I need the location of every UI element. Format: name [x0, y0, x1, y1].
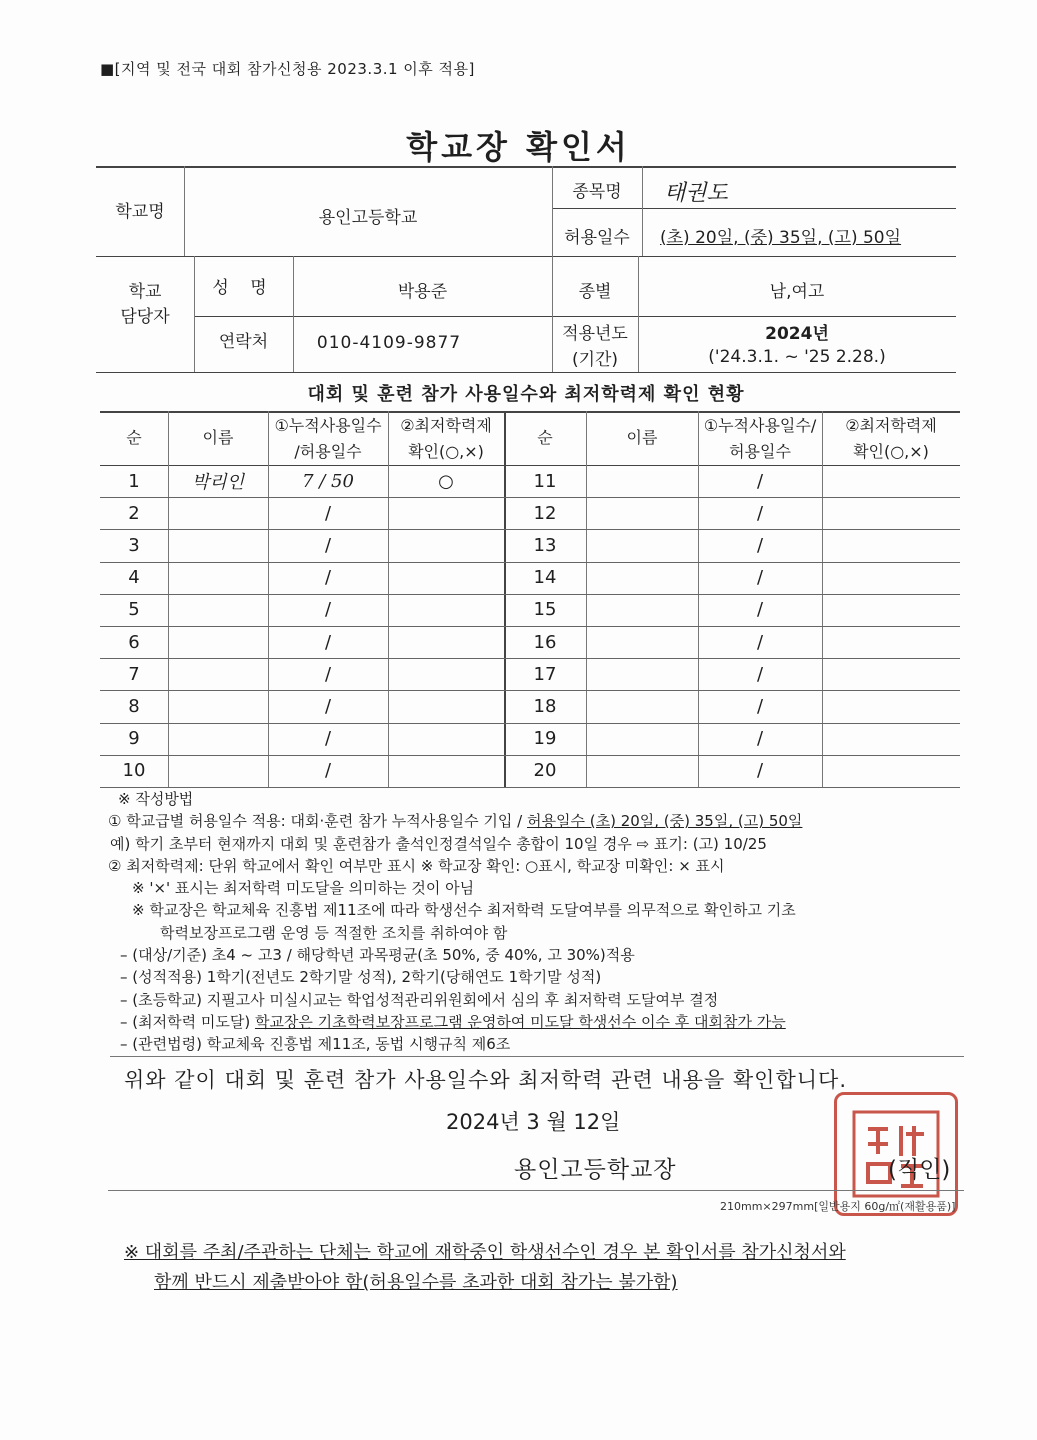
- roster-no-cell: 3: [128, 534, 140, 556]
- roster-name-cell: [586, 465, 698, 497]
- paper-spec: 210mm×297mm[일반용지 60g/㎡(재활용품)]: [720, 1200, 956, 1213]
- year-label-1: 적용년도: [562, 323, 628, 344]
- roster-days-cell: /: [756, 599, 764, 621]
- col-grade-right-1: ②최저학력제: [845, 415, 937, 435]
- roster-grade-cell: [388, 594, 504, 626]
- roster-no-cell: 2: [128, 502, 140, 524]
- roster-grade-cell: [388, 626, 504, 658]
- roster-name-cell: [168, 562, 268, 594]
- contact-value: 010-4109-9877: [316, 333, 462, 353]
- notes-line: – (관련법령) 학교체육 진흥법 제11조, 동법 시행규칙 제6조: [120, 1035, 511, 1054]
- roster-grade-cell: [388, 658, 504, 690]
- roster-name-cell: [168, 658, 268, 690]
- roster-no-cell: 17: [533, 663, 557, 685]
- roster-days-cell: /: [324, 534, 332, 556]
- roster-days-cell: /: [324, 599, 332, 621]
- document-title: 학교장 확인서: [406, 128, 631, 166]
- roster-grade-cell: ○: [438, 470, 454, 492]
- roster-name-cell: [586, 497, 698, 529]
- name-label: 성 명: [212, 277, 275, 298]
- col-name-left: 이름: [202, 427, 234, 447]
- roster-no-cell: 1: [128, 470, 140, 492]
- manager-label-1: 학교: [128, 281, 162, 302]
- seal-label: (직인): [888, 1157, 951, 1183]
- roster-no-cell: 13: [533, 534, 557, 556]
- roster-grade-cell: [822, 497, 960, 529]
- year-label-2: (기간): [571, 349, 619, 370]
- roster-days-cell: /: [324, 695, 332, 717]
- footer-note: [124, 1238, 846, 1298]
- roster-name-cell: [586, 723, 698, 755]
- roster-no-cell: 4: [128, 567, 140, 589]
- notes-line: – (초등학교) 지필고사 미실시교는 학업성적관리위원회에서 심의 후 최저학력 도달여부 결정: [120, 990, 719, 1009]
- roster-grade-cell: [822, 755, 960, 787]
- roster-grade-cell: [388, 690, 504, 722]
- roster-grade-cell: [822, 562, 960, 594]
- roster-no-cell: 11: [533, 470, 557, 492]
- roster-name-cell: [586, 594, 698, 626]
- roster-no-cell: 8: [128, 695, 140, 717]
- col-no-right: 순: [537, 427, 553, 447]
- notes-line: – (최저학력 미도달) 학교장은 기초학력보장프로그램 운영하여 미도달 학생선수 이수 후 대회참가 가능: [120, 1012, 786, 1031]
- col-days-left-2: /허용일수: [294, 441, 362, 461]
- roster-days-cell: /: [756, 760, 764, 782]
- roster-days-cell: /: [756, 695, 764, 717]
- allowed-days-value: (초) 20일, (중) 35일, (고) 50일: [660, 227, 902, 248]
- roster-days-cell: /: [324, 760, 332, 782]
- roster-name-cell: [168, 626, 268, 658]
- instructions: [108, 788, 968, 1056]
- roster-grade-cell: [388, 529, 504, 561]
- gender-label: 종별: [578, 281, 612, 302]
- notes-heading: ※ 작성방법: [118, 790, 194, 808]
- footer-note-line-1: ※ 대회를 주최/주관하는 단체는 학교에 재학중인 학생선수인 경우 본 확인서를 참가신청서와: [124, 1242, 846, 1263]
- roster-no-cell: 12: [533, 502, 557, 524]
- roster-days-cell: /: [756, 567, 764, 589]
- notes-line: ② 최저학력제: 단위 학교에서 확인 여부만 표시 ※ 학교장 확인: ○표시, 학교장 미확인: × 표시: [108, 856, 725, 875]
- confirmation-statement: 위와 같이 대회 및 훈련 참가 사용일수와 최저학력 관련 내용을 확인합니다.: [124, 1068, 848, 1092]
- roster-grade-cell: [388, 723, 504, 755]
- notes-line: 학력보장프로그램 운영 등 적절한 조치를 취하여야 함: [160, 923, 508, 942]
- roster-days-cell: /: [756, 663, 764, 685]
- roster-name-cell: [168, 497, 268, 529]
- roster-no-cell: 18: [533, 695, 557, 717]
- notes-line: – (성적적용) 1학기(전년도 2학기말 성적), 2학기(당해연도 1학기말 성적): [120, 968, 602, 987]
- footer-note-line-2: 함께 반드시 제출받아야 함(허용일수를 초과한 대회 참가는 불가함): [154, 1272, 678, 1293]
- roster-days-cell: /: [324, 728, 332, 750]
- roster-days-cell: /: [324, 502, 332, 524]
- roster-name-cell: [168, 690, 268, 722]
- roster-days-cell: 7 / 50: [302, 470, 354, 492]
- roster-no-cell: 5: [128, 599, 140, 621]
- roster-name-cell: [586, 562, 698, 594]
- notes-line: 예) 학기 초부터 현재까지 대회 및 훈련참가 출석인정결석일수 총합이 10일 경우 ⇨ 표기: (고) 10/25: [110, 834, 767, 853]
- gender-value: 남,여고: [769, 281, 825, 302]
- roster-grade-cell: [822, 465, 960, 497]
- top-note: ■[지역 및 전국 대회 참가신청용 2023.3.1 이후 적용]: [100, 60, 475, 78]
- roster-name-cell: [586, 755, 698, 787]
- roster-no-cell: 19: [533, 728, 557, 750]
- sport-value: 태권도: [664, 180, 728, 206]
- notes-line: ※ '×' 표시는 최저학력 미도달을 의미하는 것이 아님: [132, 879, 475, 898]
- col-days-right-2: 허용일수: [729, 441, 791, 461]
- col-name-right: 이름: [626, 427, 658, 447]
- school-name: 용인고등학교: [318, 207, 418, 228]
- roster-days-cell: /: [756, 631, 764, 653]
- contact-label: 연락처: [218, 331, 269, 352]
- roster-no-cell: 10: [122, 760, 146, 782]
- roster-no-cell: 6: [128, 631, 140, 653]
- header-table: [96, 166, 956, 374]
- col-grade-left-1: ②최저학력제: [400, 415, 492, 435]
- roster-grade-cell: [388, 755, 504, 787]
- roster-no-cell: 14: [533, 567, 557, 589]
- notes-line: ① 학교급별 허용일수 적용: 대회·훈련 참가 누적사용일수 기입 / 허용일수 (초) 20일, (중) 35일, (고) 50일: [108, 812, 803, 831]
- roster-days-cell: /: [324, 567, 332, 589]
- roster-name-cell: [168, 723, 268, 755]
- roster-days-cell: /: [756, 728, 764, 750]
- roster-grade-cell: [822, 529, 960, 561]
- roster-no-cell: 16: [533, 631, 557, 653]
- period-value: ('24.3.1. ~ '25 2.28.): [708, 347, 886, 367]
- roster-name-cell: [586, 690, 698, 722]
- roster-no-cell: 20: [533, 760, 557, 782]
- roster-no-cell: 9: [128, 728, 140, 750]
- roster-name-cell: [586, 626, 698, 658]
- principal-title: 용인고등학교장: [514, 1157, 677, 1183]
- roster-grade-cell: [822, 723, 960, 755]
- roster-name-cell: [168, 529, 268, 561]
- notes-line: – (대상/기준) 초4 ~ 고3 / 해당학년 과목평균(초 50%, 중 40%, 고 30%)적용: [120, 946, 635, 965]
- manager-name: 박용준: [397, 281, 448, 302]
- roster-grade-cell: [388, 497, 504, 529]
- year-value: 2024년: [765, 323, 829, 344]
- roster-grade-cell: [822, 626, 960, 658]
- roster-name-cell: [586, 658, 698, 690]
- school-name-label: 학교명: [115, 201, 165, 222]
- roster-days-cell: /: [324, 663, 332, 685]
- roster-grade-cell: [822, 594, 960, 626]
- roster-grade-cell: [388, 562, 504, 594]
- roster-name-cell: [586, 529, 698, 561]
- signing-date: 2024년 3 월 12일: [446, 1110, 621, 1134]
- roster-days-cell: /: [756, 534, 764, 556]
- roster-grade-cell: [822, 658, 960, 690]
- roster-no-cell: 15: [533, 599, 557, 621]
- roster-days-cell: /: [324, 631, 332, 653]
- roster-no-cell: 7: [128, 663, 140, 685]
- manager-label-2: 담당자: [120, 306, 170, 327]
- roster-name-cell: 박리인: [191, 472, 245, 494]
- col-no-left: 순: [126, 427, 142, 447]
- roster-days-cell: /: [756, 470, 764, 492]
- col-days-left-1: ①누적사용일수: [274, 415, 382, 435]
- roster-table: [100, 411, 960, 787]
- col-grade-right-2: 확인(○,×): [853, 441, 929, 461]
- roster-grade-cell: [822, 690, 960, 722]
- col-days-right-1: ①누적사용일수/: [703, 415, 817, 435]
- notes-line: ※ 학교장은 학교체육 진흥법 제11조에 따라 학생선수 최저학력 도달여부를 의무적으로 확인하고 기초: [132, 901, 796, 920]
- col-grade-left-2: 확인(○,×): [408, 441, 484, 461]
- roster-name-cell: [168, 594, 268, 626]
- sport-label: 종목명: [572, 181, 622, 202]
- section-title: 대회 및 훈련 참가 사용일수와 최저학력제 확인 현황: [307, 384, 745, 405]
- allowed-days-label: 허용일수: [564, 227, 630, 248]
- roster-days-cell: /: [756, 502, 764, 524]
- roster-name-cell: [168, 755, 268, 787]
